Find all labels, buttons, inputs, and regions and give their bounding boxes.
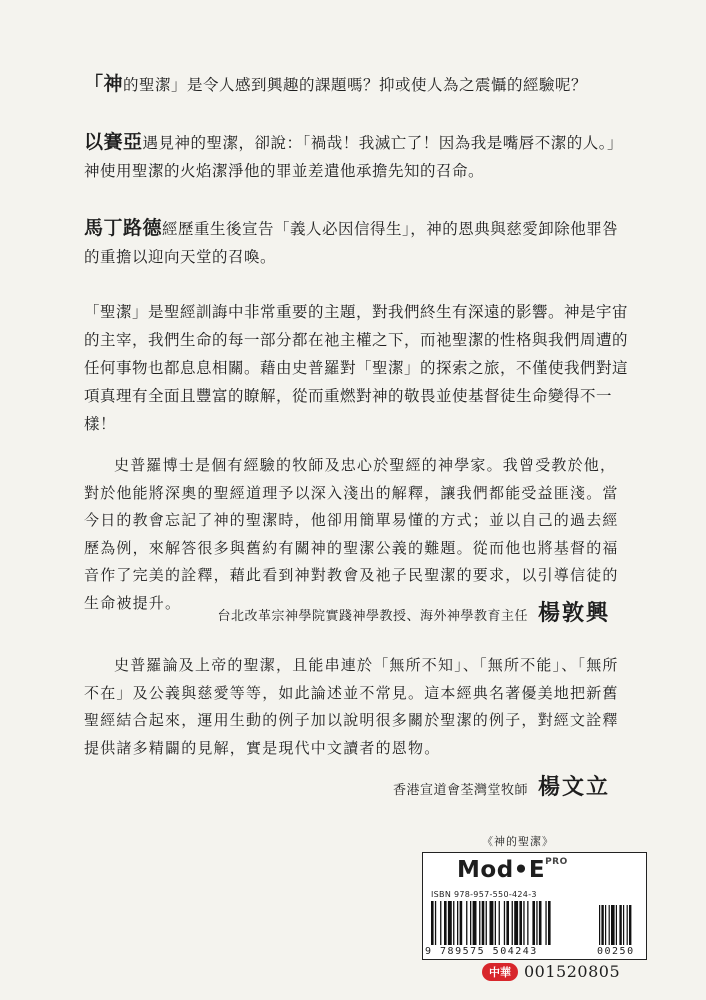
endorsement-text-1: 史普羅博士是個有經驗的牧師及忠心於聖經的神學家。我曾受教於他，對於他能將深奧的聖經道理予以深入淺出的解釋，讓我們都能受益匪淺。當今日的教會忘記了神的聖潔時，他卻用簡單易懂的方式；並以自己的過去經歷為例，來解答很多與舊約有關神的聖潔公義的難題。從而他也將基督的福音作了完美的詮釋，藉此看到神對教會及祂子民聖潔的要求，以引導信徒的生命被提升。 <box>84 456 619 612</box>
book-title-label: 《神的聖潔》 <box>482 835 554 848</box>
barcode-bar <box>539 901 542 945</box>
barcode-bar <box>440 901 441 945</box>
barcode-bar <box>527 901 528 945</box>
barcode-box <box>422 852 647 960</box>
barcode-bar <box>512 901 513 945</box>
barcode-addon-bar <box>601 905 603 945</box>
barcode-bar <box>519 901 522 945</box>
publisher-logo <box>457 857 568 883</box>
barcode-addon-bar <box>619 905 621 945</box>
barcode-bar <box>466 901 467 945</box>
barcode-addon-bar <box>599 905 600 945</box>
endorser-name: 楊敦興 <box>537 601 610 626</box>
endorser-role: 台北改革宗神學院實踐神學教授、海外神學教育主任 <box>217 609 528 624</box>
barcode-bar <box>431 901 434 945</box>
barcode-bar <box>504 901 505 945</box>
endorsement-signature-1 <box>217 596 610 627</box>
barcode-bar <box>495 901 496 945</box>
barcode-bar <box>470 901 471 945</box>
barcode-bar <box>548 901 551 945</box>
drop-phrase: 以賽亞 <box>84 131 143 153</box>
drop-phrase: 「神 <box>84 73 124 95</box>
barcode-bar <box>460 901 463 945</box>
barcode-number: 9 789575 504243 <box>425 946 538 957</box>
intro-paragraph-1 <box>84 70 630 99</box>
paragraph-text: 遇見神的聖潔，卻說：「禍哉！我滅亡了！因為我是嘴唇不潔的人。」神使用聖潔的火焰潔淨他的罪並差遣他承擔先知的召命。 <box>84 134 624 180</box>
barcode-bar <box>545 901 546 945</box>
isbn-label: ISBN 978-957-550-424-3 <box>431 890 537 899</box>
barcode-bar <box>453 901 454 945</box>
barcode-bar <box>514 901 518 945</box>
barcode-bar <box>490 901 494 945</box>
logo-mark: PRO <box>545 857 568 867</box>
barcode-bar <box>482 901 485 945</box>
barcode-addon-number: 00250 <box>597 946 635 957</box>
barcode-addon-bar <box>605 905 606 945</box>
intro-paragraph-2 <box>84 128 630 185</box>
barcode-addon-bar <box>623 905 624 945</box>
barcode-bar <box>457 901 458 945</box>
barcode-addon-bar <box>627 905 628 945</box>
barcode-bar <box>523 901 524 945</box>
distributor-logo-icon: 中華 <box>482 963 518 981</box>
endorser-name: 楊文立 <box>537 775 610 800</box>
barcode-bar <box>536 901 537 945</box>
barcode-addon-bar <box>629 905 631 945</box>
barcode-bar <box>448 901 452 945</box>
barcode-bar <box>479 901 480 945</box>
intro-paragraph-3 <box>84 214 630 271</box>
drop-phrase: 馬丁路德 <box>84 217 163 239</box>
barcode-icon <box>431 901 637 945</box>
barcode-addon-bar <box>609 905 610 945</box>
intro-paragraph-4: 「聖潔」是聖經訓誨中非常重要的主題，對我們終生有深遠的影響。神是宇宙的主宰，我們生命的每一部分都在祂主權之下，而祂聖潔的性格與我們周遭的任何事物也都息息相關。藉由史普羅對「聖潔」的探索之旅，不僅使我們對這項真理有全面且豐富的瞭解，從而重燃對神的敬畏並使基督徒生命變得不一樣！ <box>84 303 629 433</box>
barcode-bar <box>506 901 509 945</box>
paragraph-text: 經歷重生後宣告「義人必因信得生」，神的恩典與慈愛卸除他罪咎的重擔以迎向天堂的召喚。 <box>84 220 619 266</box>
endorsement-text-2: 史普羅論及上帝的聖潔，且能串連於「無所不知」、「無所不能」、「無所不在」及公義與慈愛等等，如此論述並不常見。這本經典名著優美地把新舊聖經結合起來，運用生動的例子加以說明很多關於聖潔的例子，對經文詮釋提供諸多精闢的見解，實是現代中文讀者的恩物。 <box>84 656 619 757</box>
barcode-bar <box>486 901 487 945</box>
endorser-role: 香港宣道會荃灣堂牧師 <box>392 783 528 798</box>
barcode-addon-bar <box>611 905 615 945</box>
stock-number: 001520805 <box>524 962 621 981</box>
logo-text: Mod•E <box>457 857 546 883</box>
barcode-addon-bar <box>616 905 617 945</box>
paragraph-text: 的聖潔」是令人感到興趣的課題嗎？抑或使人為之震懾的經驗呢？ <box>123 76 588 94</box>
stock-number-row <box>482 962 620 981</box>
barcode-bar <box>444 901 447 945</box>
barcode-bar <box>435 901 436 945</box>
barcode-bar <box>473 901 477 945</box>
barcode-bar <box>499 901 500 945</box>
barcode-bar <box>532 901 535 945</box>
endorsement-signature-2 <box>393 770 610 801</box>
